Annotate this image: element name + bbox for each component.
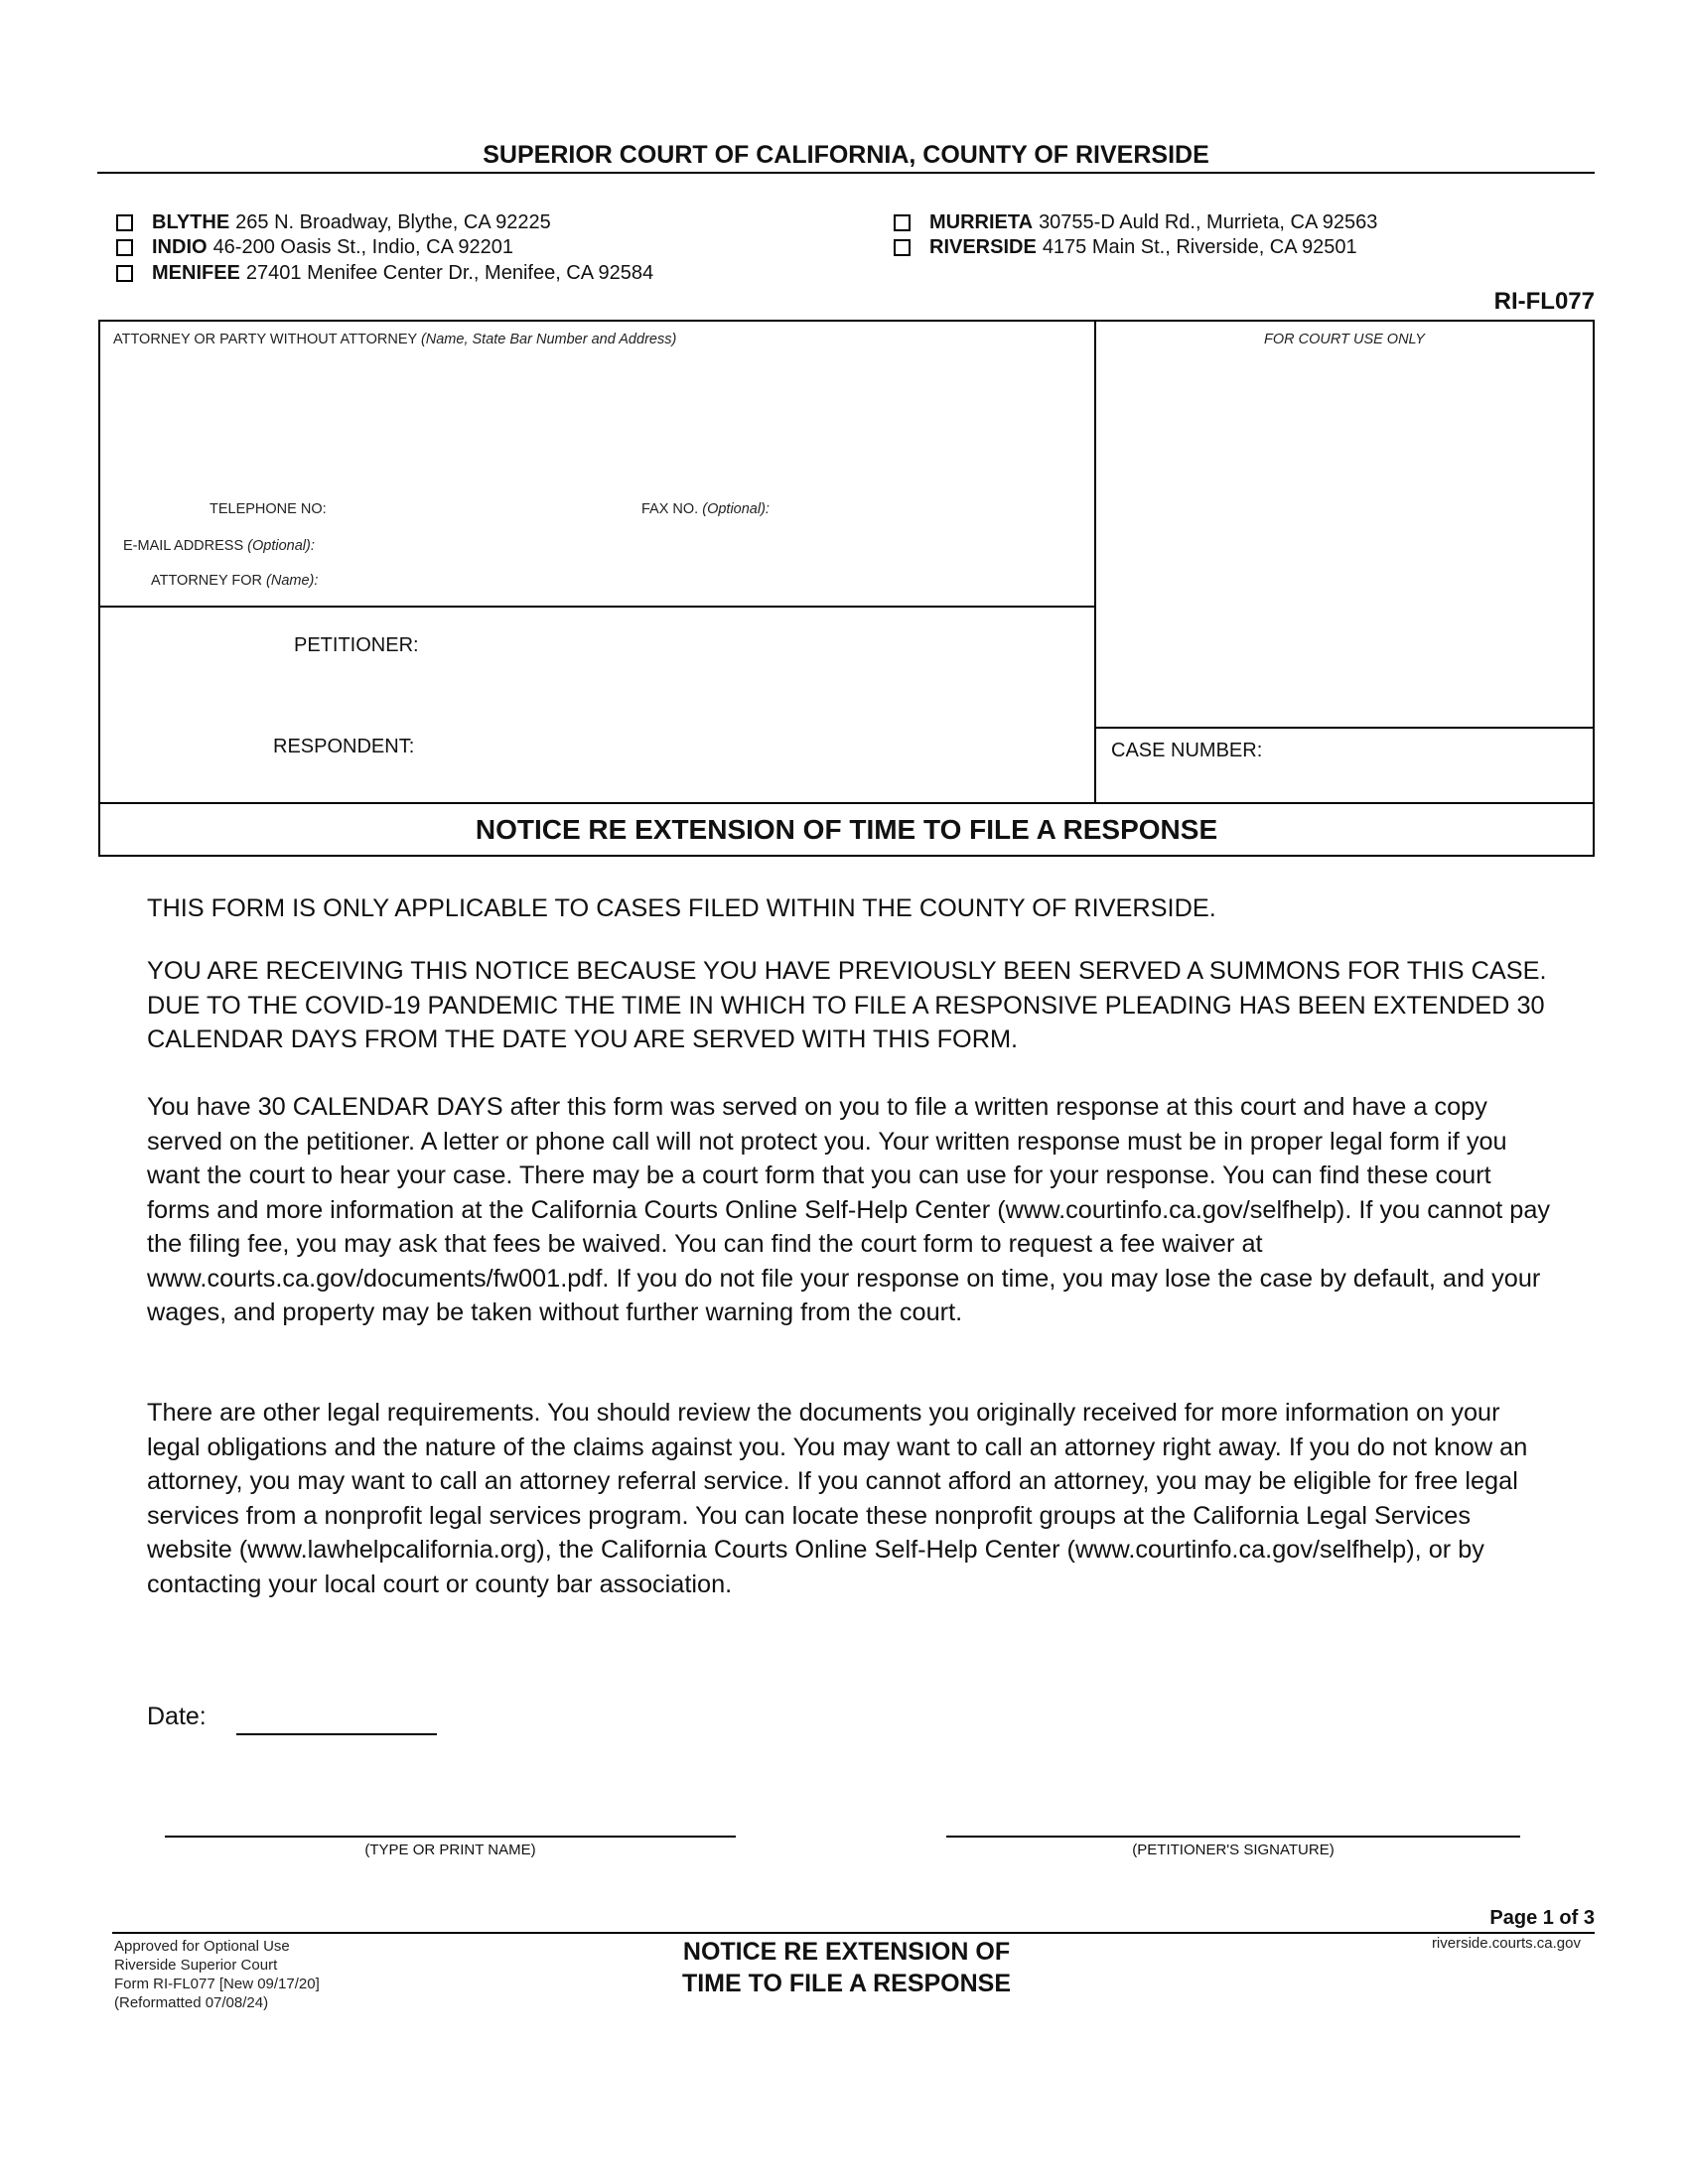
location-riverside[interactable] bbox=[894, 236, 1357, 259]
court-use-label: FOR COURT USE ONLY bbox=[1264, 332, 1425, 347]
paragraph-notice-reason: YOU ARE RECEIVING THIS NOTICE BECAUSE YOU HAVE PREVIOUSLY BEEN SERVED A SUMMONS FOR THIS CASE. DUE TO THE COVID-19 PANDEMIC THE TIME IN WHICH TO FILE A RESPONSIVE PLEADING HAS BEEN EXTENDED 30 CALENDAR DAYS FROM THE DATE YOU ARE SERVED WITH THIS FORM. bbox=[147, 957, 1547, 1053]
location-name: INDIO bbox=[152, 236, 208, 258]
signature-line[interactable] bbox=[946, 1836, 1520, 1838]
location-address: 27401 Menifee Center Dr., Menifee, CA 92584 bbox=[245, 262, 654, 284]
date-field[interactable] bbox=[236, 1733, 437, 1735]
title-divider bbox=[97, 172, 1595, 174]
location-address: 265 N. Broadway, Blythe, CA 92225 bbox=[235, 211, 551, 233]
case-number-label: CASE NUMBER: bbox=[1111, 740, 1263, 761]
location-name: BLYTHE bbox=[152, 211, 230, 233]
location-name: RIVERSIDE bbox=[929, 236, 1037, 258]
attorney-for-label: ATTORNEY FOR (Name): bbox=[151, 573, 319, 589]
murrieta-checkbox[interactable] bbox=[894, 214, 911, 231]
location-name: MENIFEE bbox=[152, 262, 240, 284]
riverside-checkbox[interactable] bbox=[894, 239, 911, 256]
respondent-label: RESPONDENT: bbox=[273, 736, 415, 757]
location-address: 30755-D Auld Rd., Murrieta, CA 92563 bbox=[1039, 211, 1378, 233]
paragraph-applicability: THIS FORM IS ONLY APPLICABLE TO CASES FILED WITHIN THE COUNTY OF RIVERSIDE. bbox=[147, 894, 1216, 922]
fax-label: FAX NO. (Optional): bbox=[641, 501, 770, 517]
notice-title: NOTICE RE EXTENSION OF TIME TO FILE A RESPONSE bbox=[475, 814, 1218, 845]
attorney-label: ATTORNEY OR PARTY WITHOUT ATTORNEY (Name, State Bar Number and Address) bbox=[113, 332, 677, 347]
telephone-label: TELEPHONE NO: bbox=[210, 501, 327, 517]
caption-column-divider bbox=[1094, 320, 1096, 803]
footer-title: NOTICE RE EXTENSION OF TIME TO FILE A RESPONSE bbox=[681, 1938, 1012, 1997]
paragraph-legal-requirements: There are other legal requirements. You should review the documents you originally received for more information on your legal obligations and the nature of the claims against you. You may want to call an attorney right away. If you do not know an attorney, you may want to call an attorney referral service. If you cannot afford an attorney, you may be eligible for free legal services from a nonprofit legal services program. You can locate these nonprofit groups at the California Legal Services website (www.lawhelpcalifornia.org), the California Courts Online Self-Help Center (www.courtinfo.ca.gov/selfhelp), or by contacting your local court or county bar association. bbox=[147, 1399, 1528, 1598]
location-indio[interactable] bbox=[116, 236, 513, 259]
caption-box bbox=[98, 320, 1595, 857]
menifee-checkbox[interactable] bbox=[116, 265, 133, 282]
date-label: Date: bbox=[147, 1703, 207, 1730]
print-name-caption: (TYPE OR PRINT NAME) bbox=[364, 1842, 536, 1858]
location-address: 4175 Main St., Riverside, CA 92501 bbox=[1042, 236, 1357, 258]
petitioner-label: PETITIONER: bbox=[294, 634, 419, 656]
caption-party-divider bbox=[98, 606, 1095, 608]
footer-divider bbox=[112, 1932, 1595, 1934]
case-number-divider bbox=[1094, 727, 1595, 729]
signature-caption: (PETITIONER'S SIGNATURE) bbox=[1132, 1842, 1335, 1858]
print-name-line[interactable] bbox=[165, 1836, 736, 1838]
location-menifee[interactable] bbox=[116, 262, 653, 285]
page-number: Page 1 of 3 bbox=[1489, 1907, 1595, 1929]
location-name: MURRIETA bbox=[929, 211, 1034, 233]
form-approval-info: Approved for Optional Use Riverside Superior Court Form RI-FL077 [New 09/17/20] (Reformatted 07/08/24) bbox=[114, 1938, 320, 2011]
location-blythe[interactable] bbox=[116, 211, 551, 234]
indio-checkbox[interactable] bbox=[116, 239, 133, 256]
blythe-checkbox[interactable] bbox=[116, 214, 133, 231]
location-murrieta[interactable] bbox=[894, 211, 1377, 234]
court-website: riverside.courts.ca.gov bbox=[1431, 1935, 1581, 1952]
form-id: RI-FL077 bbox=[1493, 288, 1595, 315]
email-label: E-MAIL ADDRESS (Optional): bbox=[123, 538, 315, 554]
location-address: 46-200 Oasis St., Indio, CA 92201 bbox=[212, 236, 513, 258]
court-title: SUPERIOR COURT OF CALIFORNIA, COUNTY OF RIVERSIDE bbox=[483, 141, 1209, 169]
title-row-divider bbox=[98, 802, 1595, 804]
paragraph-response-deadline: You have 30 CALENDAR DAYS after this form was served on you to file a written response at this court and have a copy served on the petitioner. A letter or phone call will not protect you. Your written response must be in proper legal form if you want the court to hear your case. There may be a court form that you can use for your response. You can find these court forms and more information at the California Courts Online Self-Help Center (www.courtinfo.ca.gov/selfhelp). If you cannot pay the filing fee, you may ask that fees be waived. You can find the court form to request a fee waiver at www.courts.ca.gov/documents/fw001.pdf. If you do not file your response on time, you may lose the case by default, and your wages, and property may be taken without further warning from the court. bbox=[147, 1093, 1551, 1326]
